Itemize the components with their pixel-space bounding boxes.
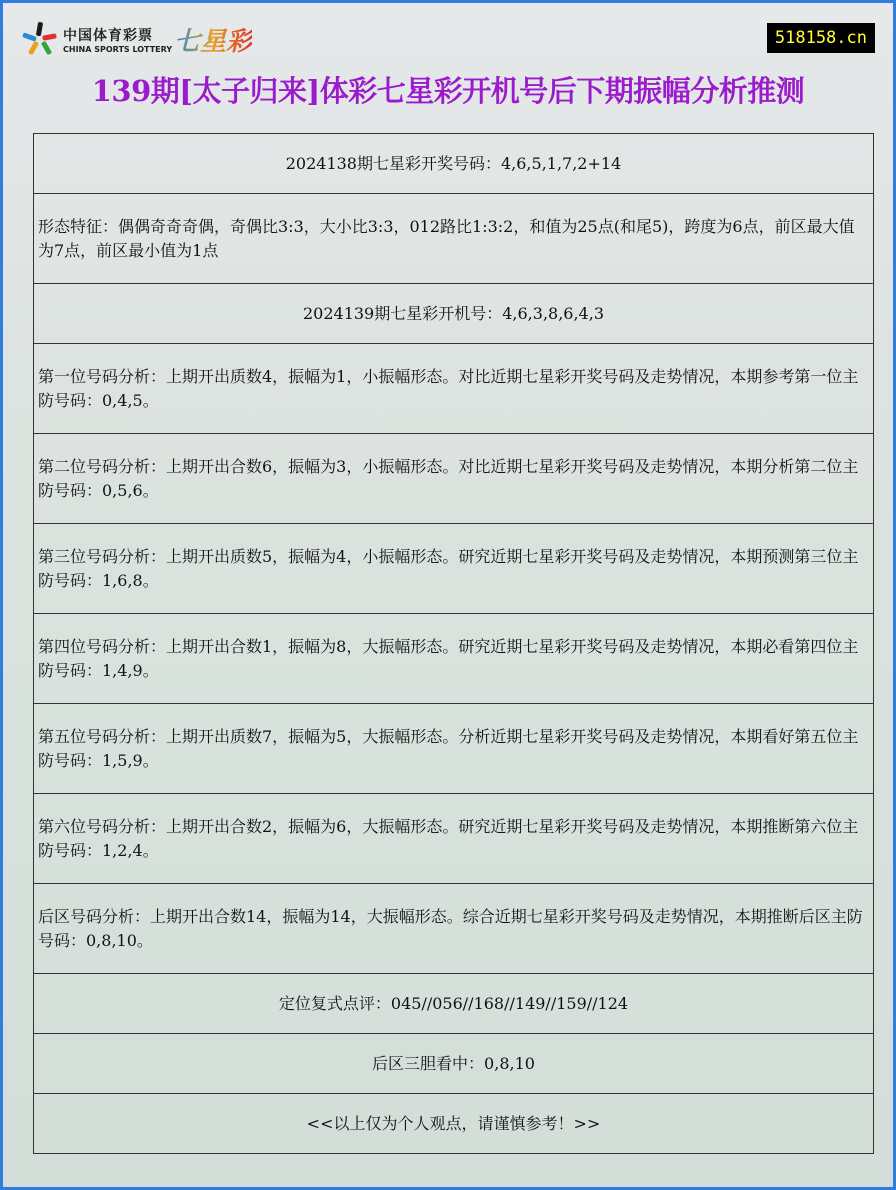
row-text: 第一位号码分析：上期开出质数4，振幅为1，小振幅形态。对比近期七星彩开奖号码及走势情况，本期参考第一位主防号码：0,4,5。	[34, 344, 874, 434]
table-row	[34, 284, 874, 344]
row-text: 2024139期七星彩开机号：4,6,3,8,6,4,3	[34, 284, 874, 344]
row-text: 第六位号码分析：上期开出合数2，振幅为6，大振幅形态。研究近期七星彩开奖号码及走势情况，本期推断第六位主防号码：1,2,4。	[34, 794, 874, 884]
logo-cn: 中国体育彩票	[63, 27, 153, 44]
table-row	[34, 794, 874, 884]
row-text: 第三位号码分析：上期开出质数5，振幅为4，小振幅形态。研究近期七星彩开奖号码及走势情况，本期预测第三位主防号码：1,6,8。	[34, 524, 874, 614]
table-row	[34, 344, 874, 434]
table-row	[34, 884, 874, 974]
analysis-table	[33, 133, 874, 1154]
table-row	[34, 614, 874, 704]
table-row	[34, 974, 874, 1034]
table-row	[34, 434, 874, 524]
table-row	[34, 704, 874, 794]
china-sports-lottery-logo	[23, 21, 252, 57]
row-text: 第四位号码分析：上期开出合数1，振幅为8，大振幅形态。研究近期七星彩开奖号码及走势情况，本期必看第四位主防号码：1,4,9。	[34, 614, 874, 704]
table-row	[34, 1034, 874, 1094]
logo-en: CHINA SPORTS LOTTERY	[63, 44, 173, 54]
table-row	[34, 524, 874, 614]
row-text: <<以上仅为个人观点，请谨慎参考！>>	[34, 1094, 874, 1154]
lottery-star-icon	[23, 22, 57, 56]
row-text: 第二位号码分析：上期开出合数6，振幅为3，小振幅形态。对比近期七星彩开奖号码及走势情况，本期分析第二位主防号码：0,5,6。	[34, 434, 874, 524]
table-row	[34, 134, 874, 194]
logo-game: 七星彩	[174, 21, 252, 58]
row-text: 第五位号码分析：上期开出质数7，振幅为5，大振幅形态。分析近期七星彩开奖号码及走势情况，本期看好第五位主防号码：1,5,9。	[34, 704, 874, 794]
page-title: 139期[太子归来]体彩七星彩开机号后下期振幅分析推测	[91, 74, 805, 108]
row-text: 后区三胆看中：0,8,10	[34, 1034, 874, 1094]
table-row	[34, 194, 874, 284]
site-badge[interactable]: 518158.cn	[767, 23, 875, 53]
table-row	[34, 1094, 874, 1154]
row-text: 定位复式点评：045//056//168//149//159//124	[34, 974, 874, 1034]
row-text: 2024138期七星彩开奖号码：4,6,5,1,7,2+14	[34, 134, 874, 194]
row-text: 后区号码分析：上期开出合数14，振幅为14，大振幅形态。综合近期七星彩开奖号码及走势情况，本期推断后区主防号码：0,8,10。	[34, 884, 874, 974]
row-text: 形态特征：偶偶奇奇奇偶，奇偶比3:3，大小比3:3，012路比1:3:2，和值为25点(和尾5)，跨度为6点，前区最大值为7点，前区最小值为1点	[34, 194, 874, 284]
